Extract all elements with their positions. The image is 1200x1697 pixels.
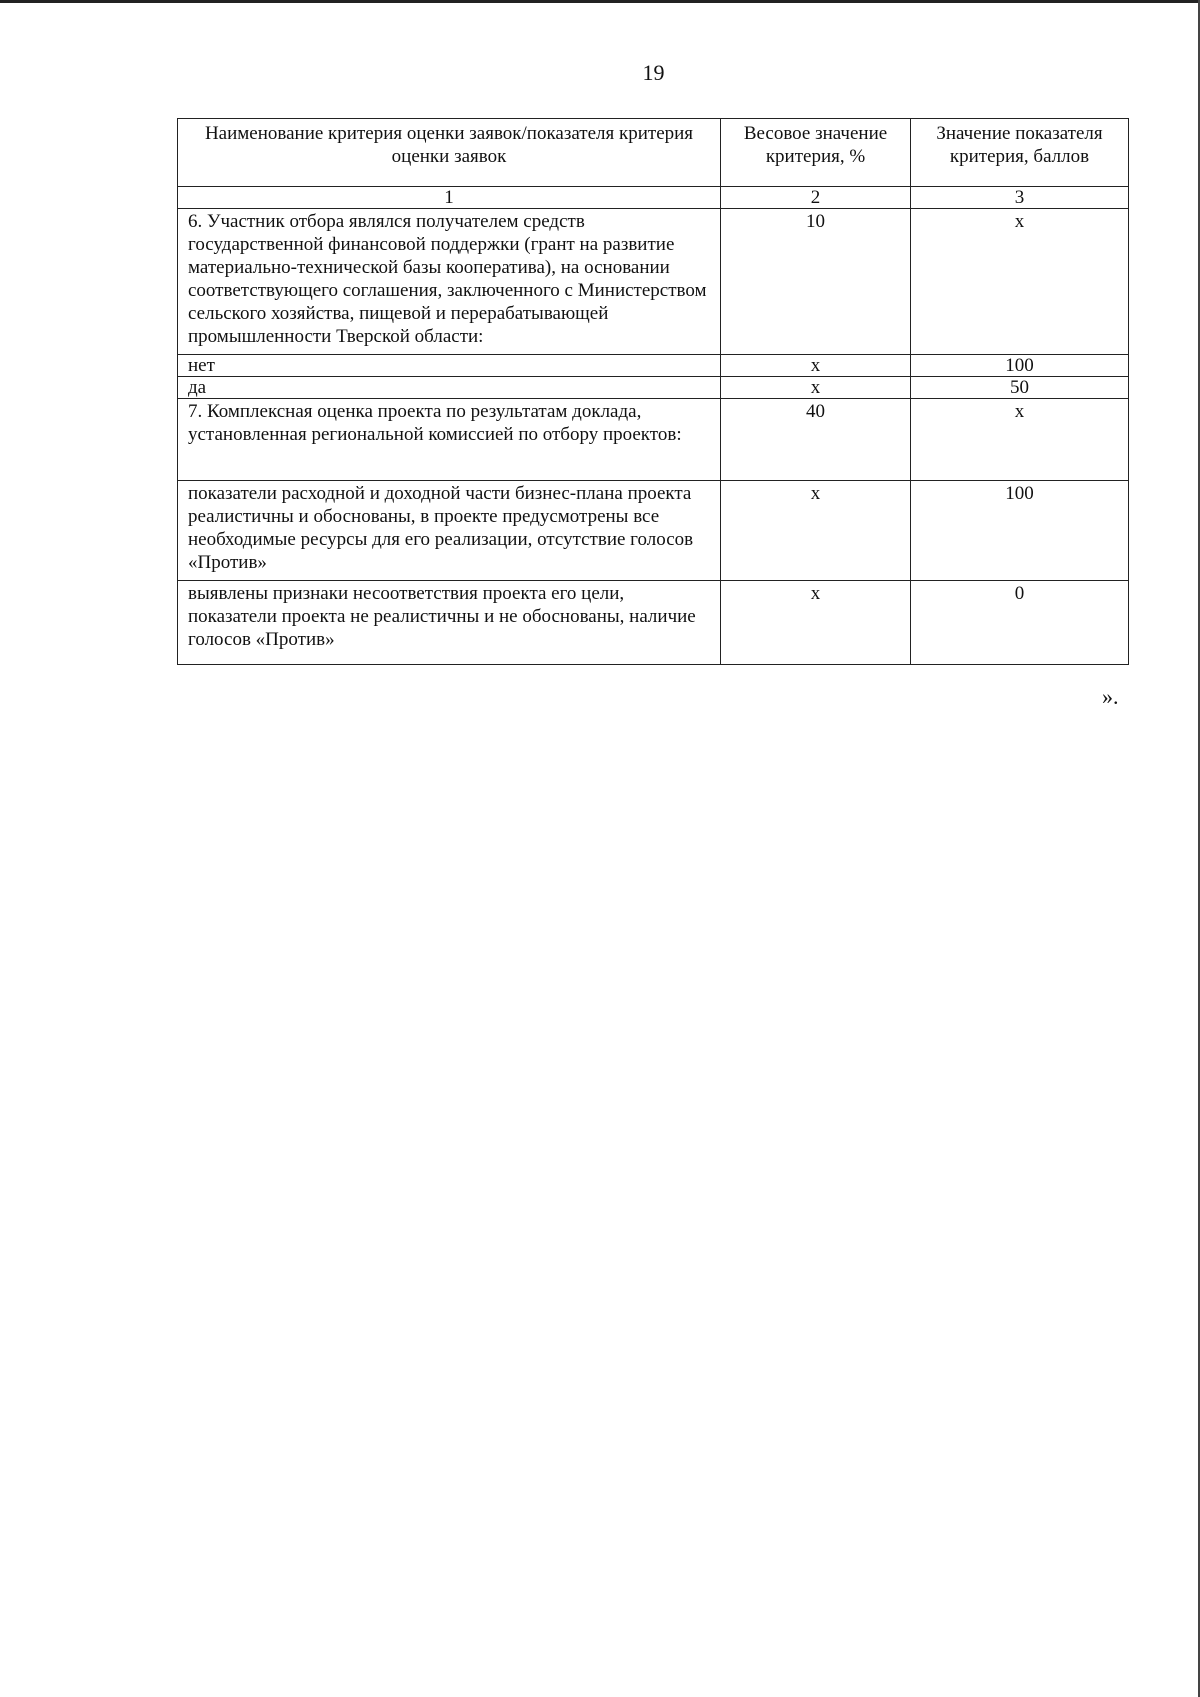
criterion-score: 100 <box>911 481 1129 581</box>
criterion-name: показатели расходной и доходной части бизнес-плана проекта реалистичны и обоснованы, в проекте предусмотрены все необходимые ресурсы для его реализации, отсутствие голосов «Против» <box>178 481 721 581</box>
page-edge-top <box>0 0 1200 3</box>
criterion-weight: 40 <box>721 399 911 481</box>
criterion-score: х <box>911 209 1129 355</box>
criterion-name: выявлены признаки несоответствия проекта его цели, показатели проекта не реалистичны и не обоснованы, наличие голосов «Против» <box>178 581 721 665</box>
column-number: 1 <box>178 187 721 209</box>
criterion-name: 7. Комплексная оценка проекта по результатам доклада, установленная региональной комиссией по отбору проектов: <box>178 399 721 481</box>
criterion-score: х <box>911 399 1129 481</box>
column-number: 3 <box>911 187 1129 209</box>
criterion-weight: 10 <box>721 209 911 355</box>
table-row <box>178 581 1129 665</box>
criterion-score: 100 <box>911 355 1129 377</box>
criterion-weight: х <box>721 377 911 399</box>
table-row <box>178 209 1129 355</box>
table-row <box>178 377 1129 399</box>
table-row <box>178 399 1129 481</box>
table-row <box>178 481 1129 581</box>
column-number: 2 <box>721 187 911 209</box>
criterion-weight: х <box>721 355 911 377</box>
criterion-weight: х <box>721 481 911 581</box>
header-score: Значение показателя критерия, баллов <box>911 119 1129 187</box>
criterion-score: 50 <box>911 377 1129 399</box>
criteria-table <box>177 118 1129 665</box>
column-numbers-row <box>178 187 1129 209</box>
table-header-row <box>178 119 1129 187</box>
criterion-weight: х <box>721 581 911 665</box>
closing-quote-mark: ». <box>1102 684 1119 709</box>
criterion-name: да <box>178 377 721 399</box>
page-number: 19 <box>642 60 665 85</box>
header-weight: Весовое значение критерия, % <box>721 119 911 187</box>
criterion-name: нет <box>178 355 721 377</box>
header-criterion-name: Наименование критерия оценки заявок/показателя критерия оценки заявок <box>178 119 721 187</box>
criterion-score: 0 <box>911 581 1129 665</box>
criterion-name: 6. Участник отбора являлся получателем средств государственной финансовой поддержки (грант на развитие материально-технической базы кооператива), на основании соответствующего соглашения, заключенного с Министерством сельского хозяйства, пищевой и перерабатывающей промышленности Тверской области: <box>178 209 721 355</box>
table-row <box>178 355 1129 377</box>
